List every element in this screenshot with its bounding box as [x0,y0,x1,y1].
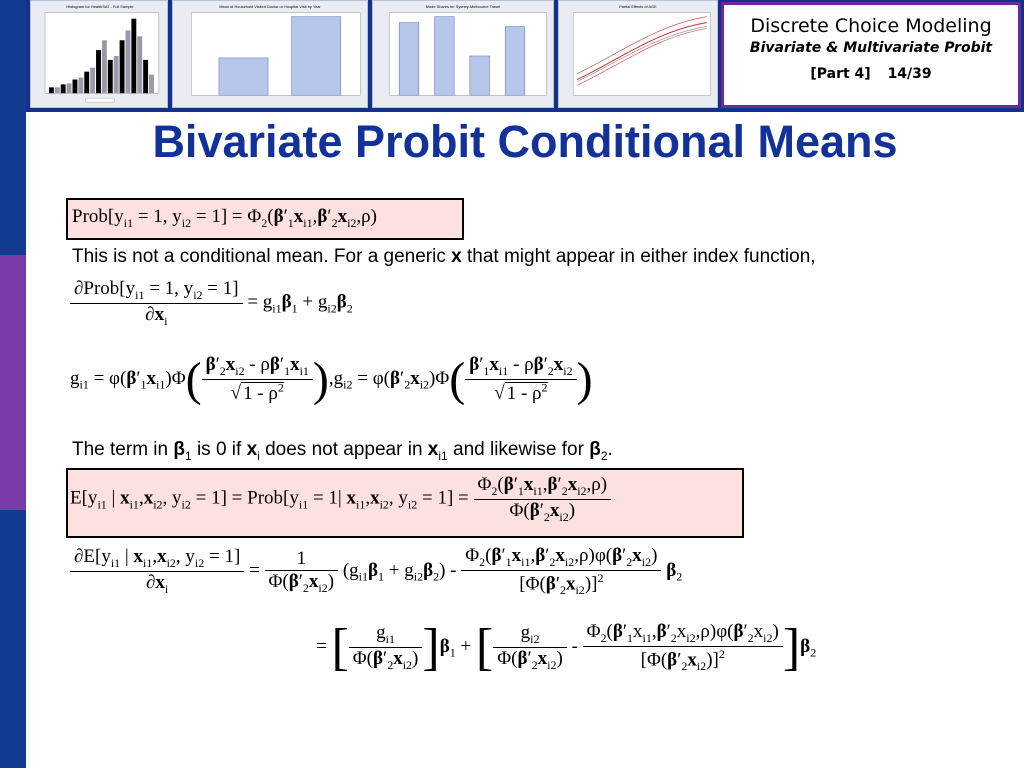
thumbnail-title: Mean of Household Visited Doctor or Hospital Visit by Year [219,3,321,9]
text-segment: and likewise for [447,439,590,460]
thumbnail-strip [30,0,718,108]
course-info-box [721,2,1021,108]
slide-title: Bivariate Probit Conditional Means [152,116,898,167]
equation-g-definitions: $g_{i1} = \varphi(\beta'_1x_{i1})\Phi$( $\frac{\beta'_2x_{i2} - \rho\beta'_1x_{i1}}{√ 1 - \rho^2}$ )$,g_{i2} = \varphi(\beta'_2x_{i2})\Phi$( $\frac{\beta'_1x_{i1} - \rho\beta'_2x_{i2}}{√ 1 - \rho^2}$ ) [70,353,593,406]
text-bold-x: x [451,246,462,267]
page-number: 14/39 [887,66,932,82]
thumbnail-histogram [30,0,168,108]
part-label: [Part 4] [810,66,871,82]
equation-conditional-mean: $E[y_{i1}$ | $x_{i1},x_{i2}$, $y_{i2} = 1$] = $Prob[y_{i1} = 1|$ $x_{i1},x_{i2}$, $y_{i2} = 1$] = $\frac{\Phi_2(\beta'_1x_{i1},\beta'_2x_{i2},\rho)}{\Phi(\beta'_2x_{i2})}$ [70,474,611,525]
thumbnail-partial-effects [558,0,718,108]
sidebar-block-bottom [0,510,26,768]
thumbnail-title: Partial Effects of AGE [619,3,657,9]
thumbnail-title: Mode Shares for Sydney-Melbourne Travel [425,3,501,9]
text-segment: This is not a conditional mean. For a generic [72,246,452,267]
sidebar [0,0,26,768]
text-segment: does not appear in [259,439,428,460]
thumbnail-title: Histogram for HealthSAT - Full Sample [66,3,134,9]
equation-derivative-conditional-mean: $\frac{\partial E[y_{i1} | x_{i1},x_{i2}, y_{i2} = 1]}{\partial x_i}$ = $\frac{1}{\Phi(\beta'_2x_{i2})}$ $(g_{i1}\beta_1 + g_{i2}\beta_2)$ - $\frac{\Phi_2(\beta'_1x_{i1},\beta'_2x_{i2},\rho)\varphi(\beta'_2x_{i2})}{[\Phi(\beta'_2x_{i2})]^2}$ $\beta_2$ [70,545,682,598]
equation-derivative-prob: $\frac{\partial Prob[y_{i1} = 1, y_{i2} = 1]}{\partial x_i}$ = $g_{i1}\beta_1 + g_{i2}\beta_2$ [70,278,353,329]
thumbnail-mode-shares [372,0,554,108]
part-indicator [724,66,1018,82]
text-segment: that might appear in either index function, [461,246,816,267]
equation-joint-probability: $Prob[y_{i1} = 1$, $y_{i2} = 1] = \Phi_2(\beta'_1x_{i1},\beta'_2x_{i2},\rho)$ [72,206,377,230]
text-term-zero: The term in $\beta_1$ is 0 if $x_i$ does not appear in $x_{i1}$ and likewise for $\beta_2$. [72,439,613,463]
thumbnail-bar-chart [172,0,368,108]
text-segment: is 0 if [191,439,247,460]
sidebar-block-top [0,0,26,255]
course-subtitle: Bivariate & Multivariate Probit [749,40,993,56]
sidebar-block-middle [0,255,26,510]
text-segment: . [607,439,613,460]
text-segment: The term in [72,439,174,460]
text-not-conditional [72,246,816,268]
equation-derivative-simplified: = [ $\frac{g_{i1}}{\Phi(\beta'_2x_{i2})}$ ]$\beta_1$ + [ $\frac{g_{i2}}{\Phi(\beta'_2x_{i2})}$ - $\frac{\Phi_2(\beta'_1x_{i1},\beta'_2x_{i2},\rho)\varphi(\beta'_2x_{i2})}{[\Phi(\beta'_2x_{i2})]^2}$ ]$\beta_2$ [316,619,817,676]
course-title: Discrete Choice Modeling [750,15,992,37]
